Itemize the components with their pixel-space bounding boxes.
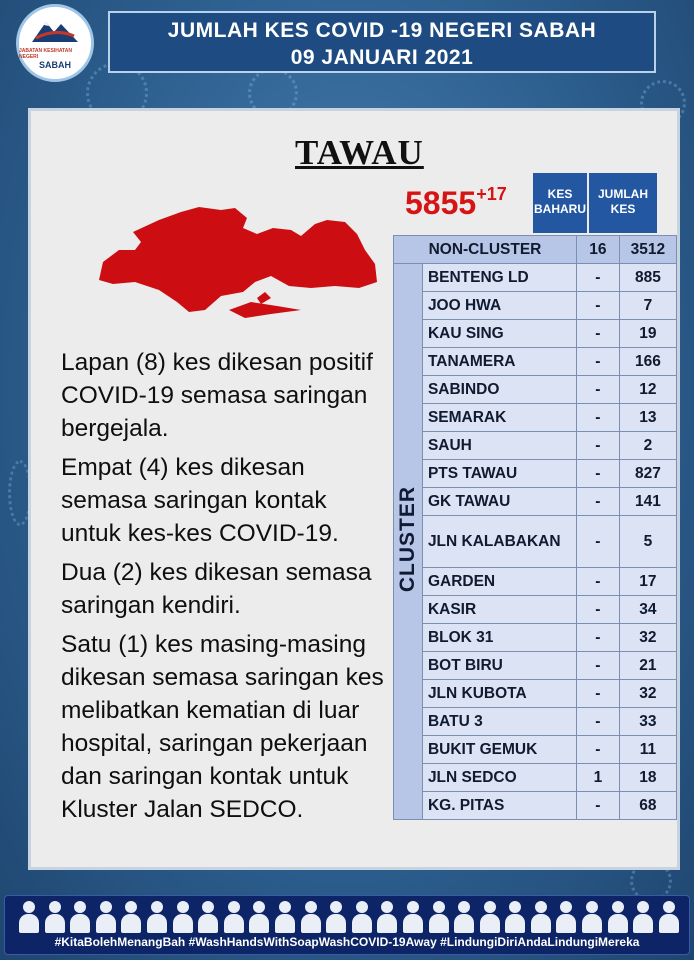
cluster-total-cases: 11 [619, 736, 676, 764]
cluster-new-cases: - [576, 348, 619, 376]
mountain-logo-icon [30, 16, 80, 46]
cluster-total-cases: 5 [619, 516, 676, 568]
table-row [394, 348, 677, 376]
cluster-total-cases: 32 [619, 680, 676, 708]
cluster-new-cases: - [576, 404, 619, 432]
cluster-total-cases: 18 [619, 764, 676, 792]
new-count: +17 [476, 184, 507, 204]
frontliner-icon [326, 901, 346, 933]
cluster-total-cases: 12 [619, 376, 676, 404]
cluster-name: BOT BIRU [422, 652, 576, 680]
cluster-name: BUKIT GEMUK [422, 736, 576, 764]
table-row [394, 596, 677, 624]
page-title: JUMLAH KES COVID -19 NEGERI SABAH [167, 19, 597, 42]
cluster-total-cases: 7 [619, 292, 676, 320]
cluster-new-cases: - [576, 568, 619, 596]
cluster-label-cell [394, 264, 423, 820]
total-cases [405, 184, 507, 222]
logo-subtitle: JABATAN KESIHATAN NEGERI [19, 48, 72, 60]
cluster-new-cases: - [576, 516, 619, 568]
cluster-name: GK TAWAU [422, 488, 576, 516]
frontliner-icon [582, 901, 602, 933]
cluster-total-cases: 34 [619, 596, 676, 624]
frontliner-icon [173, 901, 193, 933]
table-row [394, 404, 677, 432]
table-row [394, 460, 677, 488]
cluster-name: TANAMERA [422, 348, 576, 376]
cluster-new-cases: - [576, 264, 619, 292]
footer-banner [4, 895, 690, 955]
frontliner-icon [377, 901, 397, 933]
header-banner [108, 11, 656, 73]
report-date: 09 JANUARI 2021 [290, 46, 474, 69]
non-cluster-row [394, 236, 677, 264]
frontliner-icon [70, 901, 90, 933]
table-row [394, 264, 677, 292]
description-paragraph: Satu (1) kes masing-masing dikesan semasa saringan kes melibatkan kematian di luar hospital, saringan pekerjaan dan saringan kontak untuk Kluster Jalan SEDCO. [61, 631, 384, 823]
cluster-name: KAU SING [422, 320, 576, 348]
description-paragraph: Lapan (8) kes dikesan positif COVID-19 semasa saringan bergejala. [61, 349, 373, 442]
table-row [394, 568, 677, 596]
table-row [394, 792, 677, 820]
table-row [394, 680, 677, 708]
cluster-label: CLUSTER [395, 485, 419, 593]
frontliner-icon [45, 901, 65, 933]
cluster-total-cases: 21 [619, 652, 676, 680]
table-row [394, 376, 677, 404]
frontliner-icon [556, 901, 576, 933]
table-row [394, 320, 677, 348]
cluster-new-cases: - [576, 736, 619, 764]
column-header-total: JUMLAH KES [589, 173, 657, 233]
cluster-name: SABINDO [422, 376, 576, 404]
cluster-name: SAUH [422, 432, 576, 460]
frontliner-icons [19, 901, 679, 935]
cluster-name: GARDEN [422, 568, 576, 596]
cluster-total-cases: 885 [619, 264, 676, 292]
cluster-new-cases: - [576, 292, 619, 320]
frontliner-icon [429, 901, 449, 933]
frontliner-icon [275, 901, 295, 933]
description-paragraph: Dua (2) kes dikesan semasa saringan kendiri. [61, 559, 372, 619]
cluster-name: SEMARAK [422, 404, 576, 432]
cluster-total-cases: 68 [619, 792, 676, 820]
frontliner-icon [147, 901, 167, 933]
cluster-name: JLN KUBOTA [422, 680, 576, 708]
frontliner-icon [531, 901, 551, 933]
non-cluster-total: 3512 [619, 236, 676, 264]
frontliner-icon [403, 901, 423, 933]
table-row [394, 652, 677, 680]
table-row [394, 708, 677, 736]
frontliner-icon [198, 901, 218, 933]
cluster-name: JOO HWA [422, 292, 576, 320]
non-cluster-label: NON-CLUSTER [394, 236, 577, 264]
table-row [394, 516, 677, 568]
frontliner-icon [96, 901, 116, 933]
table-row [394, 432, 677, 460]
frontliner-icon [659, 901, 679, 933]
logo-name: SABAH [38, 60, 71, 70]
cluster-total-cases: 827 [619, 460, 676, 488]
table-row [394, 292, 677, 320]
table-row [394, 764, 677, 792]
cluster-name: BATU 3 [422, 708, 576, 736]
frontliner-icon [121, 901, 141, 933]
cluster-name: KASIR [422, 596, 576, 624]
cluster-new-cases: - [576, 320, 619, 348]
cluster-new-cases: 1 [576, 764, 619, 792]
frontliner-icon [454, 901, 474, 933]
cluster-new-cases: - [576, 708, 619, 736]
column-header-new: KES BAHARU [533, 173, 587, 233]
cluster-new-cases: - [576, 376, 619, 404]
district-title: TAWAU [295, 133, 424, 172]
cluster-total-cases: 19 [619, 320, 676, 348]
description-paragraph: Empat (4) kes dikesan semasa saringan kontak untuk kes-kes COVID-19. [61, 454, 339, 547]
cluster-new-cases: - [576, 680, 619, 708]
table-row [394, 736, 677, 764]
frontliner-icon [19, 901, 39, 933]
case-description [61, 346, 391, 832]
cluster-name: BENTENG LD [422, 264, 576, 292]
cluster-total-cases: 13 [619, 404, 676, 432]
cluster-name: JLN SEDCO [422, 764, 576, 792]
frontliner-icon [249, 901, 269, 933]
cluster-total-cases: 17 [619, 568, 676, 596]
cluster-total-cases: 33 [619, 708, 676, 736]
tawau-map-icon [95, 206, 383, 328]
frontliner-icon [301, 901, 321, 933]
frontliner-icon [505, 901, 525, 933]
table-row [394, 624, 677, 652]
cluster-name: KG. PITAS [422, 792, 576, 820]
non-cluster-new: 16 [576, 236, 619, 264]
sabah-health-logo [16, 4, 94, 82]
total-count: 5855 [405, 185, 477, 221]
cluster-new-cases: - [576, 432, 619, 460]
hashtags: #KitaBolehMenangBah #WashHandsWithSoapWashCOVID-19Away #LindungiDiriAndaLindungiMereka [54, 935, 640, 949]
cluster-new-cases: - [576, 488, 619, 516]
frontliner-icon [480, 901, 500, 933]
cluster-new-cases: - [576, 652, 619, 680]
cluster-table [393, 235, 677, 820]
cluster-table-body [394, 236, 677, 820]
district-card [28, 108, 680, 870]
cluster-total-cases: 32 [619, 624, 676, 652]
table-row [394, 488, 677, 516]
frontliner-icon [633, 901, 653, 933]
cluster-total-cases: 141 [619, 488, 676, 516]
frontliner-icon [608, 901, 628, 933]
cluster-total-cases: 166 [619, 348, 676, 376]
cluster-new-cases: - [576, 460, 619, 488]
cluster-new-cases: - [576, 624, 619, 652]
cluster-total-cases: 2 [619, 432, 676, 460]
cluster-name: JLN KALABAKAN [422, 516, 576, 568]
frontliner-icon [224, 901, 244, 933]
cluster-name: BLOK 31 [422, 624, 576, 652]
cluster-new-cases: - [576, 596, 619, 624]
frontliner-icon [352, 901, 372, 933]
cluster-name: PTS TAWAU [422, 460, 576, 488]
cluster-new-cases: - [576, 792, 619, 820]
